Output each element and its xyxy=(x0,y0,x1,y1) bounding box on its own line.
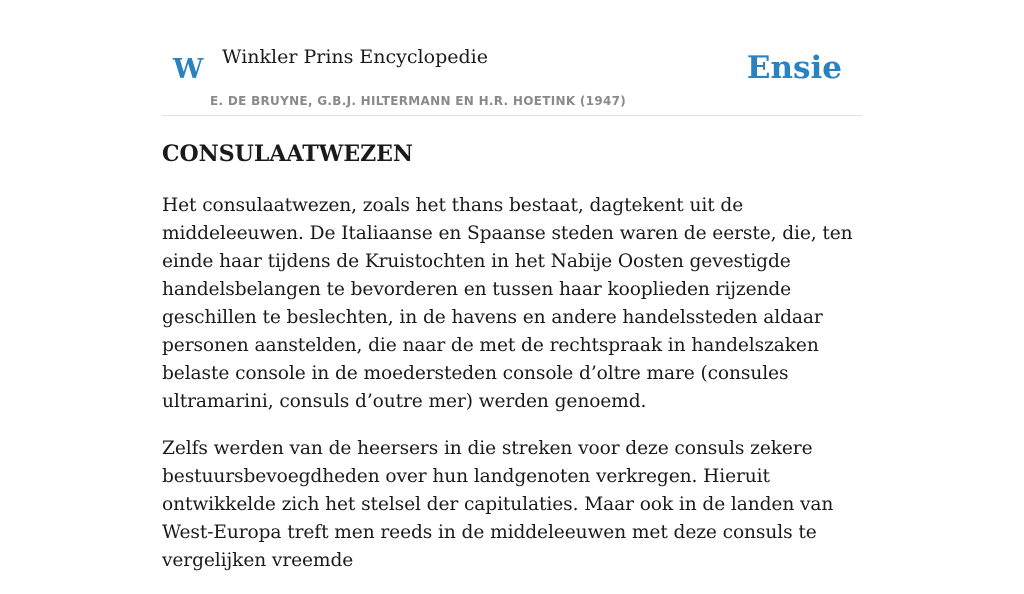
article-title: CONSULAATWEZEN xyxy=(162,141,414,167)
site-header xyxy=(162,0,862,116)
paragraph: Zelfs werden van de heersers in die streken voor deze consuls zekere bestuursbevoegdheden over hun landgenoten verkregen. Hieruit ontwikkelde zich het stelsel der capitulaties. Maar ook in de landen van West-Europa treft men reeds in de middeleeuwen met deze consuls te vergelijken vreemde xyxy=(162,438,834,571)
article-body xyxy=(162,192,862,594)
paragraph: Het consulaatwezen, zoals het thans bestaat, dagtekent uit de middeleeuwen. De Italiaanse en Spaanse steden waren de eerste, die, ten einde haar tijdens de Kruistochten in het Nabije Oosten gevestigde handelsbelangen te bevorderen en tussen haar kooplieden rijzende geschillen te beslechten, in de havens en andere handelssteden aldaar personen aanstelden, die naar de met de rechtspraak in handelszaken belaste console in de moedersteden console d’oltre mare (consules ultramarini, consuls d’outre mer) werden genoemd. xyxy=(162,195,853,412)
page xyxy=(162,0,862,571)
logo-icon[interactable]: W xyxy=(173,54,204,85)
brand-logo[interactable]: Ensie xyxy=(746,50,842,86)
authors-line: E. DE BRUYNE, G.B.J. HILTERMANN EN H.R. HOETINK (1947) xyxy=(210,94,627,108)
site-title[interactable]: Winkler Prins Encyclopedie xyxy=(222,46,488,68)
